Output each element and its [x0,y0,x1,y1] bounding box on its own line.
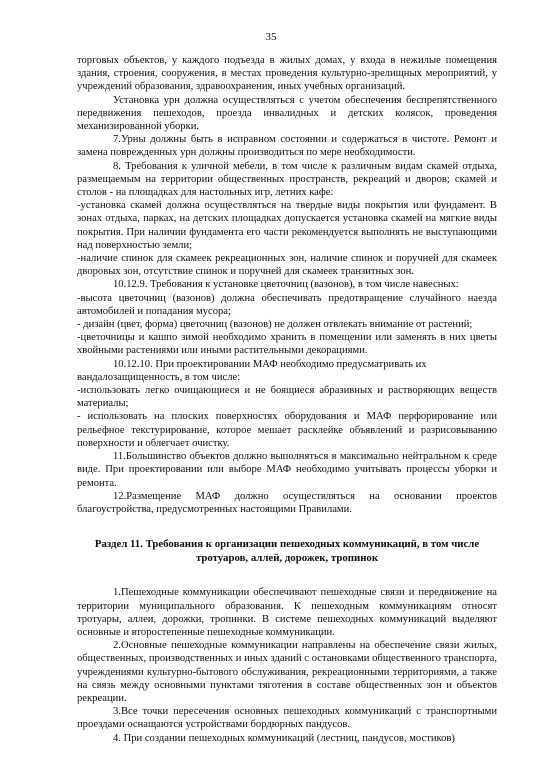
p-s11-4: 4. При создании пешеходных коммуникаций (лестниц, пандусов, мостиков) [113,732,455,744]
document-body [77,54,497,745]
p-materials: -использовать легко очищающиеся и не боящиеся абразивных и растворяющих веществ материалы; [77,385,497,410]
p-vase-height: -высота цветочниц (вазонов) должна обеспечивать предотвращение случайного наезда автомобилей и попадания мусора; [77,292,497,317]
p-item-11: 11.Большинство объектов должно выполняться в максимально нейтральном к среде виде. При проектировании или выборе МАФ необходимо учитывать процессы уборки и ремонта. [77,451,497,489]
p-s11-3: 3.Все точки пересечения основных пешеходных коммуникаций с транспортными проездами оснащаются устройствами бордюрных пандусов. [77,706,497,731]
p-vandal: вандалозащищенность, в том числе: [77,371,241,383]
section-heading: Раздел 11. Требования к организации пешеходных коммуникаций, в том числе тротуаров, аллей, дорожек, тропинок [94,538,480,564]
p-s11-2: 2.Основные пешеходные коммуникации направлены на обеспечение связи жилых, общественных, производственных и иных зданий с остановками общественного транспорта, учреждениями культурно-бытового обслуживания, рекреационными территориями, а также на связь между основными пунктами тяготения в составе общественных зон и объектов рекреации. [77,640,497,704]
p-cont-1: торговых объектов, у каждого подъезда в жилых домах, у входа в нежилые помещения здания, строения, сооружения, в местах проведения культурно-зрелищных мероприятий, у учреждений образования, здравоохранения, иных учебных организаций. [77,55,497,93]
p-10-12-10: 10.12.10. При проектировании МАФ необходимо предусматривать их [113,358,427,370]
p-urns-access: Установка урн должна осуществляться с учетом обеспечения беспрепятственного передвижения пешеходов, проезда инвалидных и детских колясок, проведения механизированной уборки. [77,94,497,133]
p-s11-1: 1.Пешеходные коммуникации обеспечивают пешеходные связи и передвижение на территории муниципального образования. К пешеходным коммуникациям относят тротуары, аллеи, дорожки, тропинки. В системе пешеходных коммуникаций выделяют основные и второстепенные пешеходные коммуникации. [77,587,497,638]
p-item-12: 12.Размещение МАФ должно осуществляться на основании проектов благоустройства, предусмотренных настоящими Правилами. [77,490,497,515]
p-10-12-9: 10.12.9. Требования к установке цветочниц (вазонов), в том числе навесных: [113,279,459,291]
p-vase-winter: -цветочницы и кашпо зимой необходимо хранить в помещении или заменять в них цветы хвойными растениями или иными растительными декорациями. [77,332,497,357]
page-number: 35 [265,31,277,43]
p-perforation: - использовать на плоских поверхностях оборудования и МАФ перфорирование или рельефное текстурирование, которое мешает расклейке объявлений и разрисовыванию поверхности и облегчает очистку. [77,411,497,449]
p-bench-install: -установка скамей должна осуществляться на твердые виды покрытия или фундамент. В зонах отдыха, парках, на детских площадках допускается установка скамей на мягкие виды покрытия. При наличии фундамента его части рекомендуется выполнять не выступающими над поверхностью земли; [77,200,497,251]
p-bench-backs: -наличие спинок для скамеек рекреационных зон, наличие спинок и поручней для скамеек дворовых зон, отсутствие спинок и поручней для скамеек транзитных зон. [77,253,497,278]
p-vase-design: - дизайн (цвет, форма) цветочниц (вазонов) не должен отвлекать внимание от растений; [77,319,473,331]
pedestrian-communications-requirements [77,586,497,744]
p-item-8: 8. Требования к уличной мебели, в том числе к различным видам скамей отдыха, размещаемым на территории общественных пространств, рекреаций и дворов; скамей и столов - на площадках для настольных игр, летних кафе: [77,160,497,199]
p-item-7: 7.Урны должны быть в исправном состоянии и содержаться в чистоте. Ремонт и замена поврежденных урн должны производиться по мере необходимости. [77,134,497,159]
urn-and-maf-requirements [77,54,497,516]
